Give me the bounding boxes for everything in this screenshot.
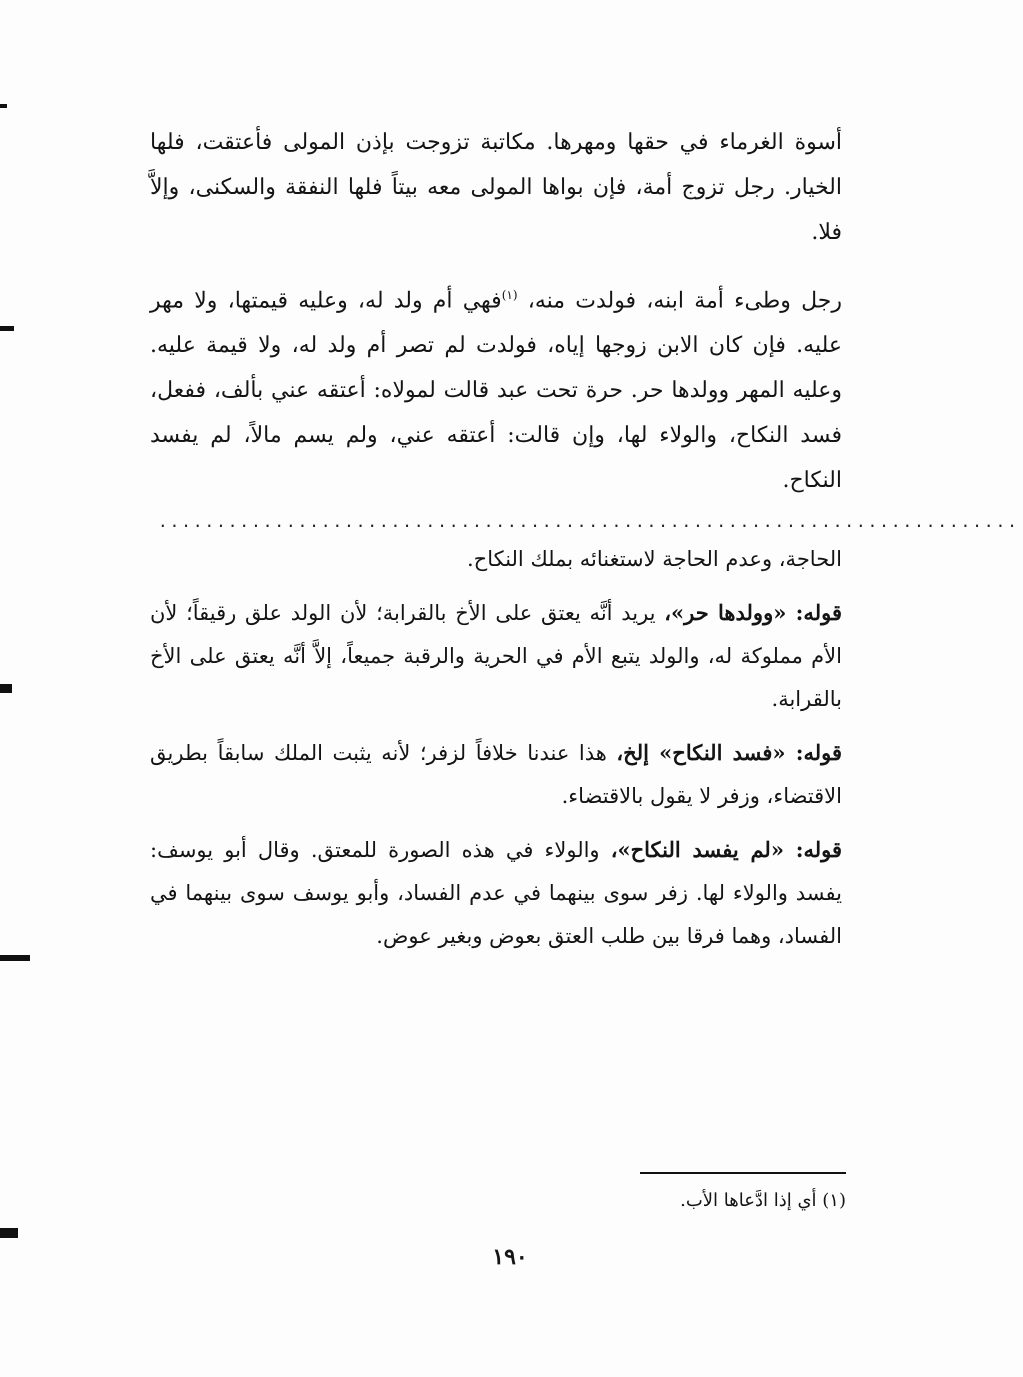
commentary-paragraph-1 <box>150 591 842 721</box>
main-paragraph-2 <box>150 273 842 503</box>
footnote-reference: (١) <box>501 288 518 302</box>
commentary-text: هذا عندنا خلافاً لزفر؛ لأنه يثبت الملك سابقاً بطريق الاقتضاء، وزفر لا يقول بالاقتضاء. <box>150 741 842 808</box>
commentary-lead: قوله: «لم يفسد النكاح»، <box>610 837 843 862</box>
commentary-paragraph-2 <box>150 731 842 818</box>
scan-edge-mark <box>0 326 14 331</box>
main-text <box>150 120 842 503</box>
scan-edge-mark <box>0 104 7 108</box>
paragraph-2-start: رجل وطىء أمة ابنه، فولدت منه، <box>517 288 842 314</box>
footnote-rule <box>640 1172 846 1174</box>
commentary-text: والولاء في هذه الصورة للمعتق. وقال أبو يوسف: يفسد والولاء لها. زفر سوى بينهما في عدم الفساد، وأبو يوسف سوى بينهما في الفساد، وهما فرقا بين طلب العتق بعوض وبغير عوض. <box>150 838 842 948</box>
commentary-lead: قوله: «فسد النكاح» إلخ، <box>616 740 843 765</box>
footnote: (١) أي إذا ادَّعاها الأب. <box>680 1190 846 1211</box>
commentary-continuation: الحاجة، وعدم الحاجة لاستغنائه بملك النكاح. <box>466 547 842 571</box>
commentary-text: يريد أنَّه يعتق على الأخ بالقرابة؛ لأن الولد علق رقيقاً؛ لأن الأم مملوكة له، والولد يتبع الأم في الحرية والرقبة جميعاً، إلاَّ أنَّه يعتق على الأخ بالقرابة. <box>150 601 842 711</box>
commentary <box>150 538 842 958</box>
scan-edge-mark <box>0 684 12 693</box>
commentary-paragraph-3 <box>150 828 842 958</box>
scan-edge-mark <box>0 1228 18 1238</box>
paragraph-2-rest: فهي أم ولد له، وعليه قيمتها، ولا مهر عليه. فإن كان الابن زوجها إياه، فولدت لم تصر أم ولد له، ولا قيمة عليه. وعليه المهر وولدها حر. حرة تحت عبد قالت لمولاه: أعتقه عني بألف، ففعل، فسد النكاح، والولاء لها، وإن قالت: أعتقه عني، ولم يسم مالاً، لم يفسد النكاح. <box>150 288 842 494</box>
main-paragraph-1: أسوة الغرماء في حقها ومهرها. مكاتبة تزوجت بإذن المولى فأعتقت، فلها الخيار. رجل تزوج أمة، فإن بواها المولى معه بيتاً فلها النفقة والسكنى، وإلاَّ فلا. <box>150 130 842 245</box>
page-number: ١٩٠ <box>492 1244 528 1270</box>
commentary-lead: قوله: «وولدها حر»، <box>664 600 842 625</box>
scan-edge-mark <box>0 955 30 961</box>
section-separator: .......................................................................... <box>158 512 1019 531</box>
